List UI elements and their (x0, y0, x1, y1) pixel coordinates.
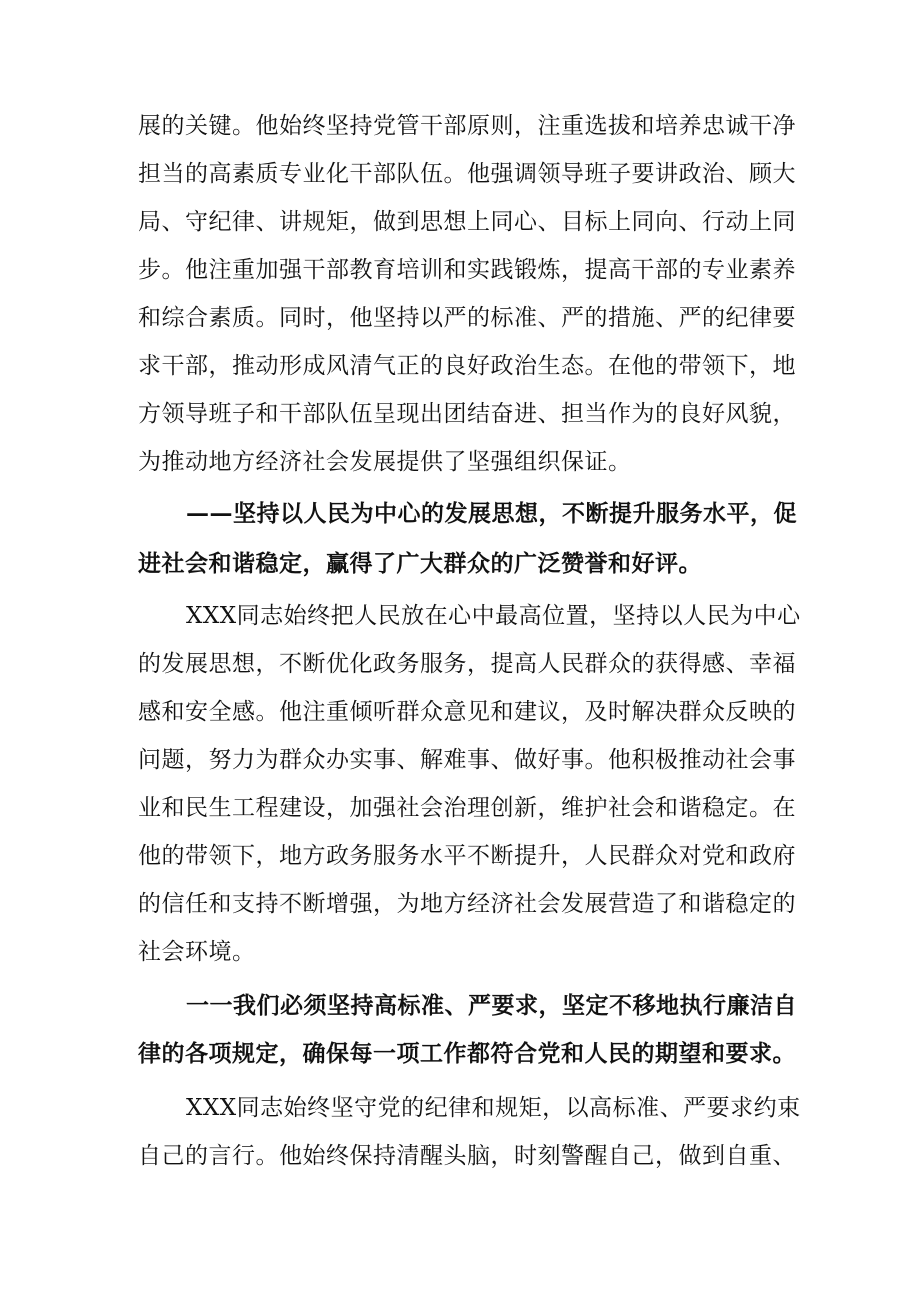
paragraph-line: 的发展思想，不断优化政务服务，提高人民群众的获得感、幸福 (138, 651, 796, 677)
paragraph-line: XXX同志始终坚守党的纪律和规矩，以高标准、严要求约束 (186, 1095, 801, 1121)
paragraph-line: 业和民生工程建设，加强社会治理创新，维护社会和谐稳定。在 (138, 795, 796, 821)
paragraph-line: 步。他注重加强干部教育培训和实践锻炼，提高干部的专业素养 (138, 257, 796, 283)
paragraph-line: 方领导班子和干部队伍呈现出团结奋进、担当作为的良好风貌， (138, 401, 796, 427)
paragraph-line: 求干部，推动形成风清气正的良好政治生态。在他的带领下，地 (138, 353, 796, 379)
paragraph-line: XXX同志始终把人民放在心中最高位置，坚持以人民为中心 (186, 603, 801, 629)
paragraph-line: 担当的高素质专业化干部队伍。他强调领导班子要讲政治、顾大 (138, 161, 796, 187)
paragraph-line: 他的带领下，地方政务服务水平不断提升，人民群众对党和政府 (138, 843, 796, 869)
paragraph-line: 展的关键。他始终坚持党管干部原则，注重选拔和培养忠诚干净 (138, 113, 796, 139)
paragraph-line: 问题，努力为群众办实事、解难事、做好事。他积极推动社会事 (138, 747, 796, 773)
section-heading-line: 律的各项规定，确保每一项工作都符合党和人民的期望和要求。 (138, 1040, 796, 1067)
paragraph-line: 和综合素质。同时，他坚持以严的标准、严的措施、严的纪律要 (138, 305, 796, 331)
section-heading-line: 进社会和谐稳定，赢得了广大群众的广泛赞誉和好评。 (138, 550, 702, 577)
section-heading-line: ——坚持以人民为中心的发展思想，不断提升服务水平，促 (186, 500, 797, 527)
paragraph-line: 局、守纪律、讲规矩，做到思想上同心、目标上同向、行动上同 (138, 209, 796, 235)
section-heading-line: 一一我们必须坚持高标准、严要求，坚定不移地执行廉洁自 (186, 992, 797, 1019)
paragraph-line: 感和安全感。他注重倾听群众意见和建议，及时解决群众反映的 (138, 699, 796, 725)
paragraph-line: 的信任和支持不断增强，为地方经济社会发展营造了和谐稳定的 (138, 891, 796, 917)
paragraph-line: 为推动地方经济社会发展提供了坚强组织保证。 (138, 449, 632, 475)
paragraph-line: 社会环境。 (138, 939, 256, 965)
paragraph-line: 自己的言行。他始终保持清醒头脑，时刻警醒自己，做到自重、 (138, 1143, 796, 1169)
